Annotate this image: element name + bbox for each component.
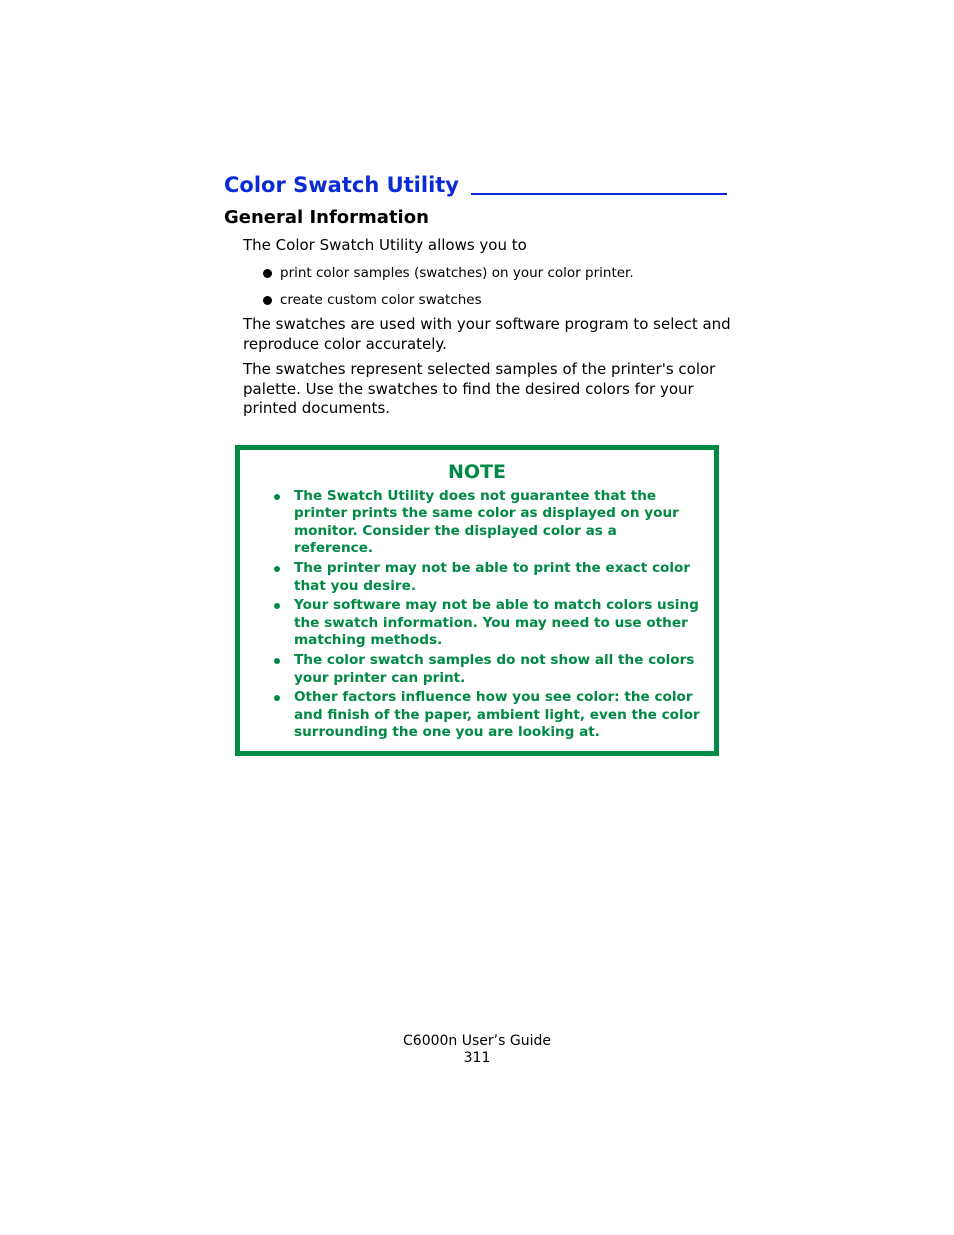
list-item <box>263 291 482 309</box>
paragraph: The swatches are used with your software program to select and reproduce color accurately. <box>243 315 731 353</box>
footer-guide-title: C6000n User’s Guide <box>403 1033 551 1049</box>
note-item <box>270 488 700 558</box>
bullet-icon <box>263 296 272 305</box>
note-box <box>235 445 719 756</box>
note-item <box>270 652 700 687</box>
note-list <box>270 488 700 744</box>
note-item-text: The printer may not be able to print the exact color that you desire. <box>294 560 691 594</box>
note-item-text: The color swatch samples do not show all the colors your printer can print. <box>294 652 695 686</box>
page-title-row <box>224 168 727 198</box>
note-item-text: Your software may not be able to match colors using the swatch information. You may need to use other matching methods. <box>294 597 699 649</box>
note-title: NOTE <box>448 461 506 483</box>
note-item-text: The Swatch Utility does not guarantee that the printer prints the same color as displayed on your monitor. Consider the displayed color as a reference. <box>294 488 679 557</box>
list-item-text: print color samples (swatches) on your color printer. <box>280 265 634 281</box>
bullet-icon <box>274 494 280 500</box>
note-item <box>270 689 700 741</box>
note-item <box>270 597 700 649</box>
bullet-icon <box>274 658 280 664</box>
section-heading: General Information <box>224 207 429 228</box>
paragraph: The swatches represent selected samples of the printer's color palette. Use the swatches to find the desired colors for your printed documents. <box>243 360 716 417</box>
page-title: Color Swatch Utility <box>224 173 459 197</box>
page-number: 311 <box>463 1050 491 1066</box>
bullet-icon <box>274 566 280 572</box>
list-item <box>263 264 634 282</box>
bullet-icon <box>263 269 272 278</box>
intro-text: The Color Swatch Utility allows you to <box>243 236 527 254</box>
list-item-text: create custom color swatches <box>280 292 482 308</box>
bullet-icon <box>274 603 280 609</box>
note-item-text: Other factors influence how you see color: the color and finish of the paper, ambient light, even the color surrounding the one you are looking at. <box>294 689 700 741</box>
bullet-icon <box>274 695 280 701</box>
title-rule <box>471 193 727 195</box>
note-item <box>270 560 700 595</box>
